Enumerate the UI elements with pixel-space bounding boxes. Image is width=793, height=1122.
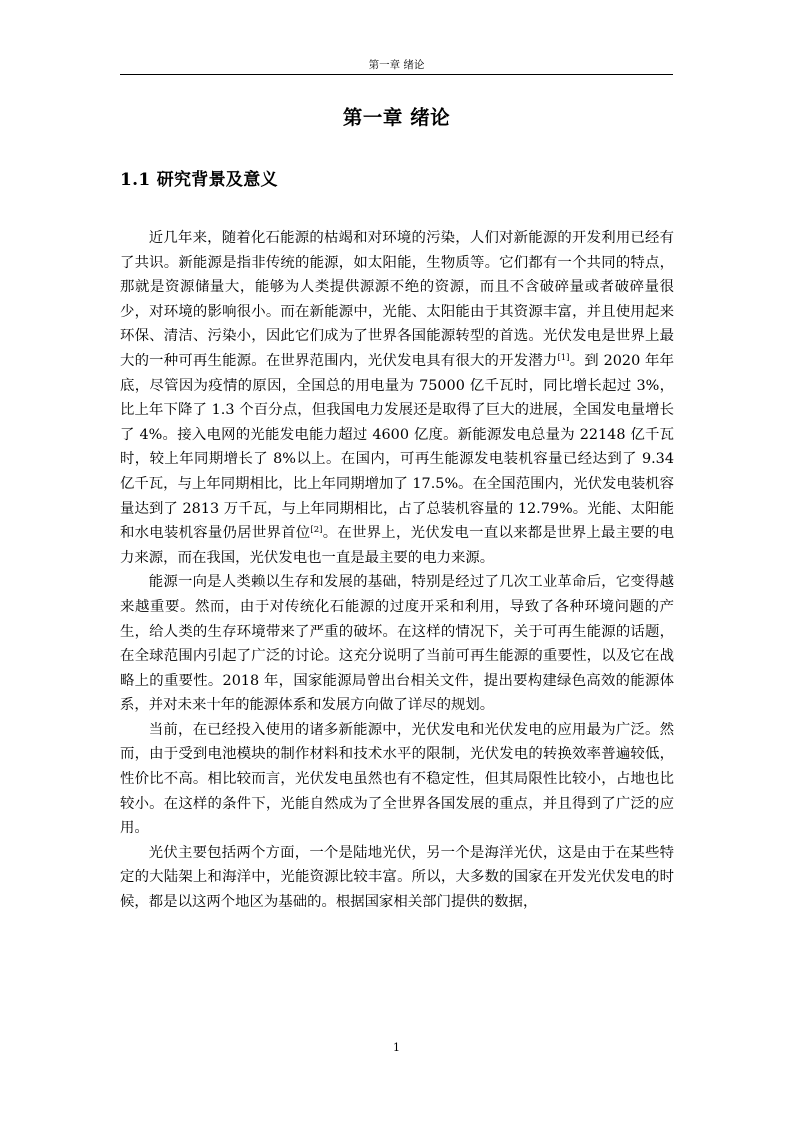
paragraph-1 <box>120 226 674 570</box>
running-header: 第一章 绪论 <box>368 59 425 71</box>
page-number: 1 <box>393 1041 400 1054</box>
chapter-title: 第一章 绪论 <box>342 106 451 129</box>
citation-1[interactable]: [1] <box>557 352 570 363</box>
paragraph-1-part-3: 。在世界上，光伏发电一直以来都是世界上最主要的电力来源，而在我国，光伏发电也一直是最主要的电力来源。 <box>120 525 674 566</box>
paragraph-1-part-1: 近几年来，随着化石能源的枯竭和对环境的污染，人们对新能源的开发利用已经有了共识。新能源是指非传统的能源，如太阳能，生物质等。它们都有一个共同的特点，那就是资源储量大，能够为人类提供源源不绝的资源，而且不含破碎量或者破碎量很少，对环境的影响很小。而在新能源中，光能、太阳能由于其资源丰富，并且使用起来环保、清洁、污染小，因此它们成为了世界各国能源转型的首选。光伏发电是世界上最大的一种可再生能源。在世界范围内，光伏发电具有很大的开发潜力 <box>120 230 674 369</box>
citation-2[interactable]: [2] <box>310 525 323 536</box>
paragraph-3: 当前，在已经投入使用的诸多新能源中，光伏发电和光伏发电的应用最为广泛。然而，由于受到电池模块的制作材料和技术水平的限制，光伏发电的转换效率普遍较低，性价比不高。相比较而言，光伏发电虽然也有不稳定性，但其局限性比较小，占地也比较小。在这样的条件下，光能自然成为了全世界各国发展的重点，并且得到了广泛的应用。 <box>120 721 674 837</box>
paragraph-2: 能源一向是人类赖以生存和发展的基础，特别是经过了几次工业革命后，它变得越来越重要。然而，由于对传统化石能源的过度开采和利用，导致了各种环境问题的产生，给人类的生存环境带来了严重的破坏。在这样的情况下，关于可再生能源的话题，在全球范围内引起了广泛的讨论。这充分说明了当前可再生能源的重要性，以及它在战略上的重要性。2018 年，国家能源局曾出台相关文件，提出要构建绿色高效的能源体系，并对未来十年的能源体系和发展方向做了详尽的规划。 <box>120 574 674 714</box>
body-text <box>120 226 674 915</box>
section-title: 1.1 研究背景及意义 <box>120 170 278 190</box>
paragraph-1-part-2: 。到 2020 年年底，尽管因为疫情的原因，全国总的用电量为 75000 亿千瓦时，同比增长起过 3%，比上年下降了 1.3 个百分点，但我国电力发展还是取得了巨大的进展，全国发电量增长了 4%。接入电网的光能发电能力超过 4600 亿度。新能源发电总量为 22148 亿千瓦时，较上年同期增长了 8%以上。在国内，可再生能源发电装机容量已经达到了 9.34 亿千瓦，与上年同期相比，比上年同期增加了 17.5%。在全国范围内，光伏发电装机容量达到了 2813 万千瓦，与上年同期相比，占了总装机容量的 12.79%。光能、太阳能和水电装机容量仍居世界首位 <box>120 352 674 542</box>
header-rule <box>120 74 673 75</box>
paragraph-4: 光伏主要包括两个方面，一个是陆地光伏，另一个是海洋光伏，这是由于在某些特定的大陆架上和海洋中，光能资源比较丰富。所以，大多数的国家在开发光伏发电的时候，都是以这两个地区为基础的。根据国家相关部门提供的数据， <box>120 844 674 911</box>
